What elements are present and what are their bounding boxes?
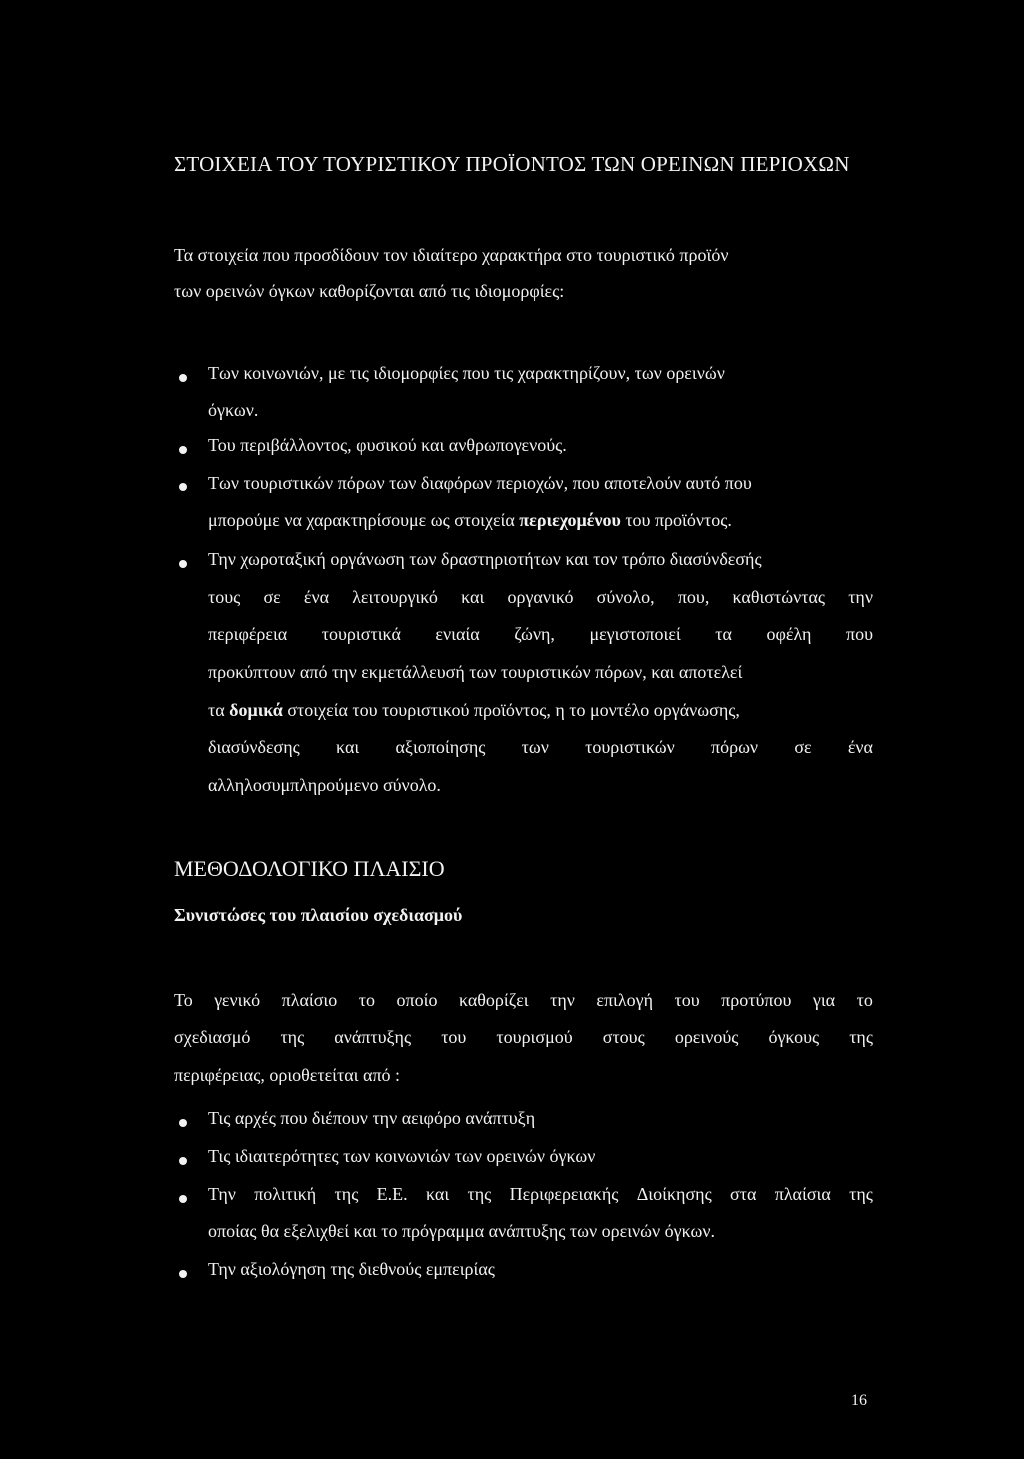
word: για <box>812 990 836 1010</box>
word: γενικό <box>214 990 261 1010</box>
word: σύνολο, <box>596 587 655 607</box>
bullet-icon <box>179 1270 187 1278</box>
intro-line: Τα στοιχεία που προσδίδουν τον ιδιαίτερο χαρακτήρα στο τουριστικό προϊόν <box>174 245 729 265</box>
word: Ε.Ε. <box>376 1184 408 1204</box>
word: οφέλη <box>766 624 812 644</box>
word: οργανικό <box>507 587 574 607</box>
bullet-icon <box>179 560 187 568</box>
word: όγκους <box>768 1027 820 1047</box>
bullet-icon <box>179 1195 187 1203</box>
word: το <box>358 990 376 1010</box>
list-item: Του περιβάλλοντος, φυσικού και ανθρωπογενούς. <box>208 435 567 455</box>
bold-term: δομικά <box>229 700 283 720</box>
word: λειτουργικό <box>352 587 438 607</box>
word: της <box>849 1184 873 1204</box>
word: τα <box>715 624 732 644</box>
word: τουριστικών <box>585 737 675 757</box>
list-item-cont <box>208 510 732 531</box>
list-item-cont <box>208 737 873 758</box>
section-subtitle: Συνιστώσες του πλαισίου σχεδιασμού <box>174 905 463 925</box>
paragraph-line <box>174 1027 873 1048</box>
list-item-cont <box>208 587 873 608</box>
word: Την <box>208 1184 236 1204</box>
list-item: Την αξιολόγηση της διεθνούς εμπειρίας <box>208 1259 495 1279</box>
list-item-cont: αλληλοσυμπληρούμενο σύνολο. <box>208 775 441 795</box>
list-item <box>208 1184 873 1205</box>
text-run: στοιχεία του τουριστικού προϊόντος, η το μοντέλο οργάνωσης, <box>282 700 740 720</box>
word: του <box>674 990 700 1010</box>
word: προτύπου <box>721 990 792 1010</box>
word: αξιοποίησης <box>395 737 486 757</box>
word: στους <box>602 1027 645 1047</box>
word: της <box>467 1184 492 1204</box>
word: περιφέρεια <box>208 624 288 644</box>
word: πλαίσια <box>774 1184 831 1204</box>
word: καθιστώντας <box>732 587 826 607</box>
list-item: Τις ιδιαιτερότητες των κοινωνιών των ορεινών όγκων <box>208 1146 596 1166</box>
bullet-icon <box>179 446 187 454</box>
word: πολιτική <box>254 1184 317 1204</box>
word: τους <box>208 587 241 607</box>
word: επιλογή <box>596 990 653 1010</box>
word: του <box>441 1027 467 1047</box>
word: ένα <box>303 587 330 607</box>
word: πόρων <box>711 737 759 757</box>
word: και <box>425 1184 450 1204</box>
word: σε <box>794 737 812 757</box>
list-item-cont: όγκων. <box>208 400 259 420</box>
bold-term: περιεχομένου <box>519 510 621 530</box>
word: που <box>846 624 873 644</box>
list-item: Των κοινωνιών, με τις ιδιομορφίες που τις χαρακτηρίζουν, των ορεινών <box>208 363 725 383</box>
word: τουρισμού <box>496 1027 573 1047</box>
word: και <box>461 587 485 607</box>
list-item: Των τουριστικών πόρων των διαφόρων περιοχών, που αποτελούν αυτό που <box>208 473 752 493</box>
list-item-cont: προκύπτουν από την εκμετάλλευσή των τουριστικών πόρων, και αποτελεί <box>208 662 743 682</box>
word: που, <box>677 587 710 607</box>
word: Το <box>174 990 193 1010</box>
paragraph-line: περιφέρειας, οριοθετείται από : <box>174 1065 401 1085</box>
list-item-cont <box>208 700 740 721</box>
text-run: του προϊόντος. <box>620 510 732 530</box>
page-number: 16 <box>851 1392 867 1409</box>
word: Διοίκησης <box>636 1184 712 1204</box>
word: της <box>280 1027 305 1047</box>
list-item: Τις αρχές που διέπουν την αειφόρο ανάπτυξη <box>208 1108 536 1128</box>
word: το <box>856 990 873 1010</box>
bullet-icon <box>179 1119 187 1127</box>
word: την <box>848 587 873 607</box>
word: σχεδιασμό <box>174 1027 251 1047</box>
bullet-icon <box>179 1157 187 1165</box>
section-title: ΣΤΟΙΧΕΙΑ ΤΟΥ ΤΟΥΡΙΣΤΙΚΟΥ ΠΡΟΪΟΝΤΟΣ ΤΩΝ ΟΡΕΙΝΩΝ ΠΕΡΙΟΧΩΝ <box>174 152 850 176</box>
word: στα <box>730 1184 757 1204</box>
paragraph-line <box>174 990 873 1011</box>
section-title: ΜΕΘΟΔΟΛΟΓΙΚΟ ΠΛΑΙΣΙΟ <box>174 856 445 881</box>
intro-line: των ορεινών όγκων καθορίζονται από τις ιδιομορφίες: <box>174 281 565 301</box>
list-item: Την χωροταξική οργάνωση των δραστηριοτήτων και τον τρόπο διασύνδεσής <box>208 549 762 569</box>
word: της <box>849 1027 873 1047</box>
word: Περιφερειακής <box>509 1184 619 1204</box>
word: σε <box>263 587 281 607</box>
list-item-cont: οποίας θα εξελιχθεί και το πρόγραμμα ανάπτυξης των ορεινών όγκων. <box>208 1221 716 1241</box>
word: τουριστικά <box>321 624 401 644</box>
bullet-icon <box>179 483 187 491</box>
word: οποίο <box>396 990 438 1010</box>
text-run: μπορούμε να χαρακτηρίσουμε ως στοιχεία <box>208 510 520 530</box>
word: την <box>550 990 575 1010</box>
word: των <box>521 737 549 757</box>
word: της <box>334 1184 359 1204</box>
word: ενιαία <box>435 624 480 644</box>
word: καθορίζει <box>458 990 529 1010</box>
word: ένα <box>847 737 873 757</box>
word: ζώνη, <box>514 624 555 644</box>
word: ορεινούς <box>674 1027 739 1047</box>
list-item-cont <box>208 624 873 645</box>
word: διασύνδεσης <box>208 737 300 757</box>
word: ανάπτυξης <box>334 1027 412 1047</box>
word: πλαίσιο <box>281 990 338 1010</box>
word: και <box>336 737 360 757</box>
bullet-icon <box>179 374 187 382</box>
text-run: τα <box>208 700 230 720</box>
word: μεγιστοποιεί <box>589 624 681 644</box>
